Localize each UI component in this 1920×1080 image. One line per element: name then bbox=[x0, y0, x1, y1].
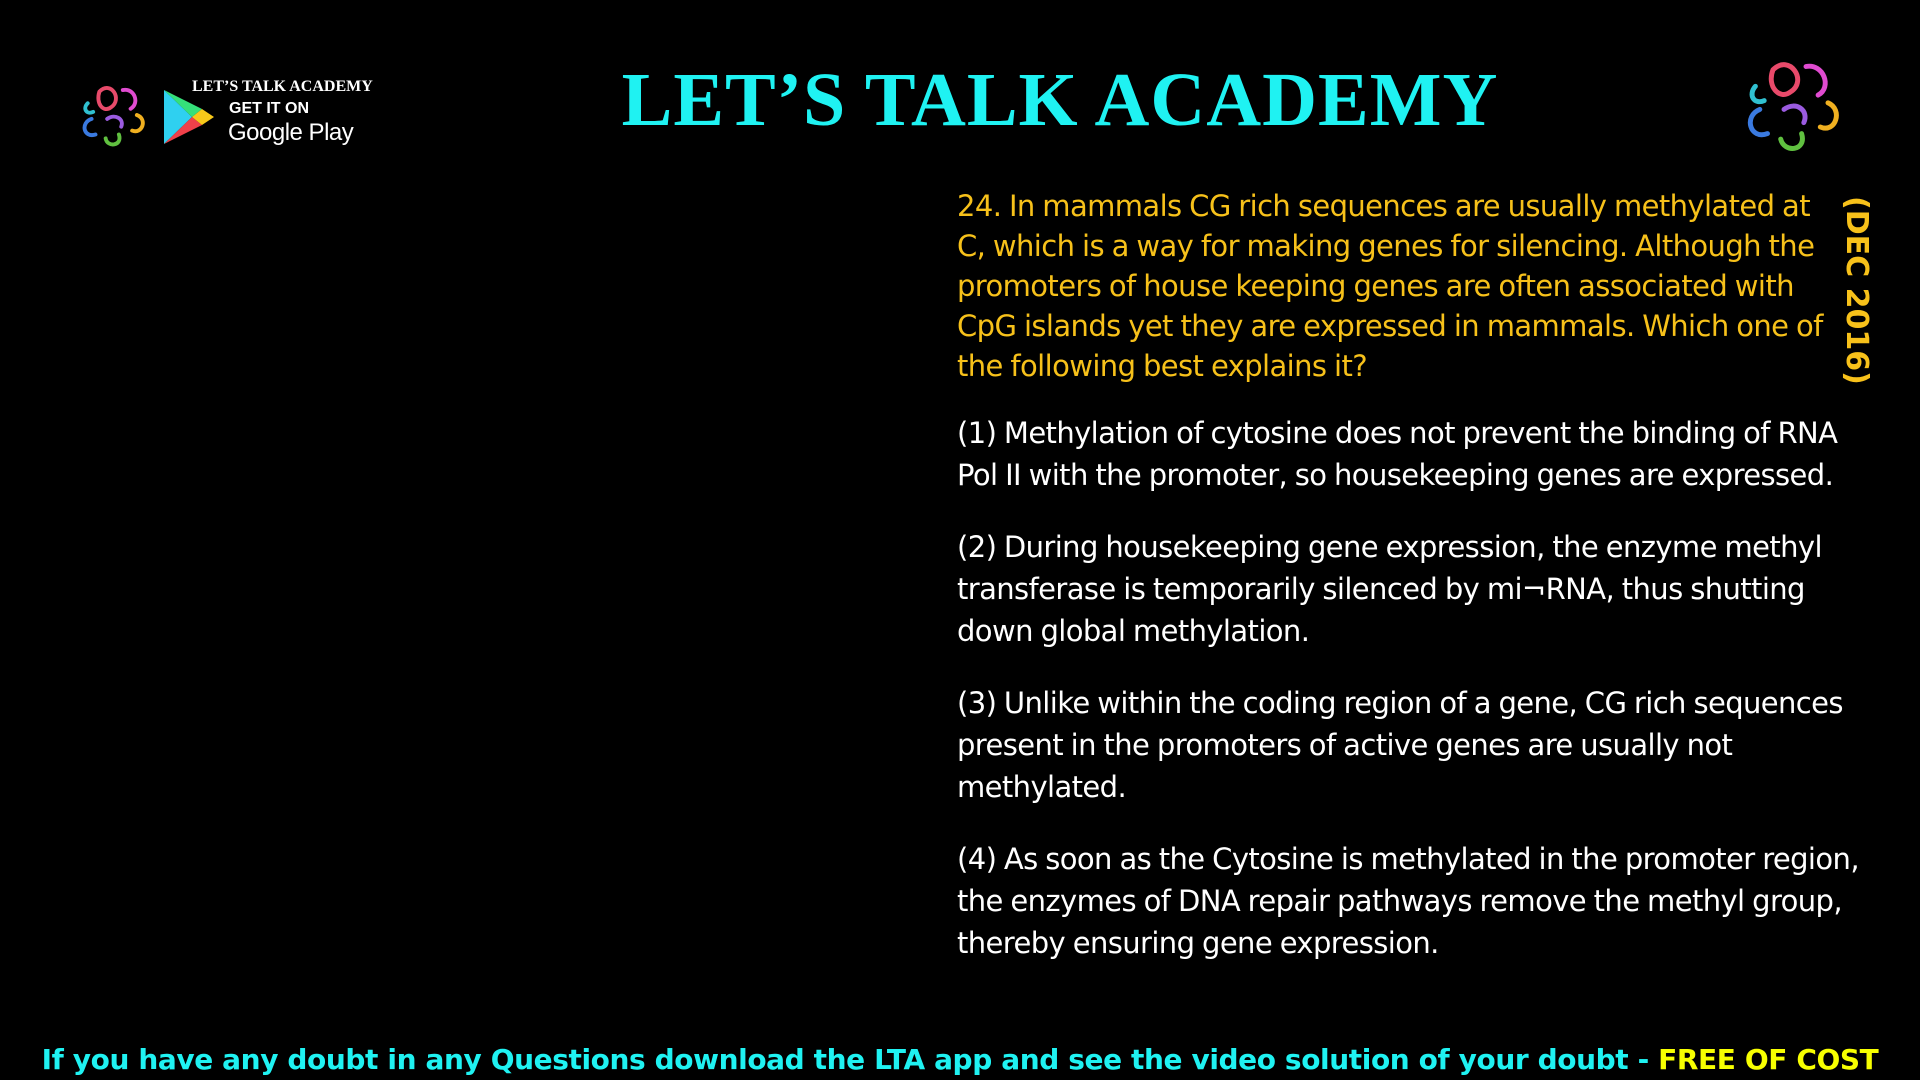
option-1: (1) Methylation of cytosine does not prevent the binding of RNA Pol II with the promoter, so housekeeping genes are expressed. bbox=[957, 416, 1838, 492]
exam-tag bbox=[1838, 196, 1874, 396]
google-play-icon bbox=[160, 88, 216, 146]
badge-brand-text: LET’S TALK ACADEMY bbox=[192, 78, 373, 95]
footer-highlight: FREE OF COST bbox=[1658, 1043, 1879, 1076]
badge-get-it-on: GET IT ON bbox=[229, 100, 309, 117]
lta-logo-left-icon bbox=[76, 76, 154, 154]
footer-message: If you have any doubt in any Questions download the LTA app and see the video solution of your doubt - bbox=[41, 1043, 1659, 1076]
question-text: 24. In mammals CG rich sequences are usually methylated at C, which is a way for making genes for silencing. Although the promoters of house keeping genes are often associated with CpG islands yet they are expressed in mammals. Which one of the following best explains it? bbox=[957, 189, 1823, 383]
page-title: LET’S TALK ACADEMY bbox=[621, 58, 1499, 142]
lta-logo-right-icon bbox=[1740, 50, 1850, 160]
option-4: (4) As soon as the Cytosine is methylated in the promoter region, the enzymes of DNA repair pathways remove the methyl group, thereby ensuring gene expression. bbox=[957, 842, 1859, 960]
badge-google-play-label: Google Play bbox=[228, 119, 354, 146]
footer-banner bbox=[0, 1042, 1920, 1078]
question-panel bbox=[957, 186, 1867, 994]
google-play-badge[interactable] bbox=[160, 78, 420, 158]
option-2: (2) During housekeeping gene expression, the enzyme methyl transferase is temporarily silenced by mi¬RNA, thus shutting down global methylation. bbox=[957, 530, 1822, 648]
option-3: (3) Unlike within the coding region of a gene, CG rich sequences present in the promoters of active genes are usually not methylated. bbox=[957, 686, 1843, 804]
exam-tag-text: (DEC 2016) bbox=[1839, 196, 1874, 385]
